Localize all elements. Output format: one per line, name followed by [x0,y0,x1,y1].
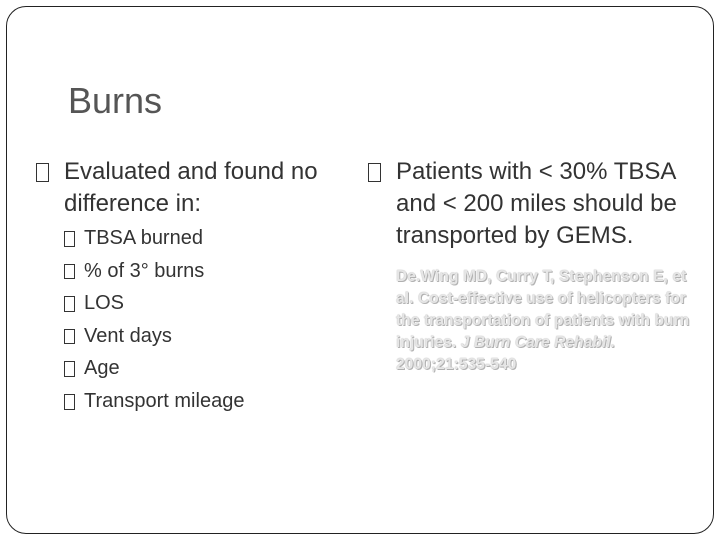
list-item [64,287,356,320]
list-item-text: Transport mileage [84,389,245,412]
list-item-text: % of 3° burns [84,259,205,282]
list-item [64,385,356,418]
citation-details: 2000;21:535-540 [396,356,517,373]
bullet-box-icon [64,255,84,288]
bullet-box-icon [64,352,84,385]
right-column [368,156,698,376]
bullet-box-icon [64,287,84,320]
right-main-bullet [368,156,698,252]
list-item-text: Age [84,357,120,380]
list-item-text: Vent days [84,324,172,347]
left-main-bullet [36,156,356,220]
bullet-box-icon [64,222,84,255]
bullet-box-icon [64,385,84,418]
list-item [64,255,356,288]
bullet-box-icon [368,156,396,252]
list-item-text: TBSA burned [84,227,203,249]
left-sub-list [36,222,356,418]
bullet-box-icon [64,320,84,353]
citation [396,266,698,376]
left-heading-line1: Evaluated and found no [64,158,318,185]
citation-journal: J Burn Care Rehabil. [460,334,616,351]
list-item-text: LOS [84,292,125,315]
left-column [36,156,356,418]
list-item [64,352,356,385]
citation-authors: De.Wing MD, Curry T, Stephenson E, et al. Cost-effective use of helicopters for the transportation of patients with burn injuries. [396,268,690,351]
right-bullet-text: Patients with < 30% TBSA and < 200 miles should be transported by GEMS. [396,158,677,249]
slide-title: Burns [68,80,163,121]
list-item [64,320,356,353]
bullet-box-icon [36,156,64,220]
left-heading-line2: difference in: [64,190,201,217]
list-item [64,222,356,255]
